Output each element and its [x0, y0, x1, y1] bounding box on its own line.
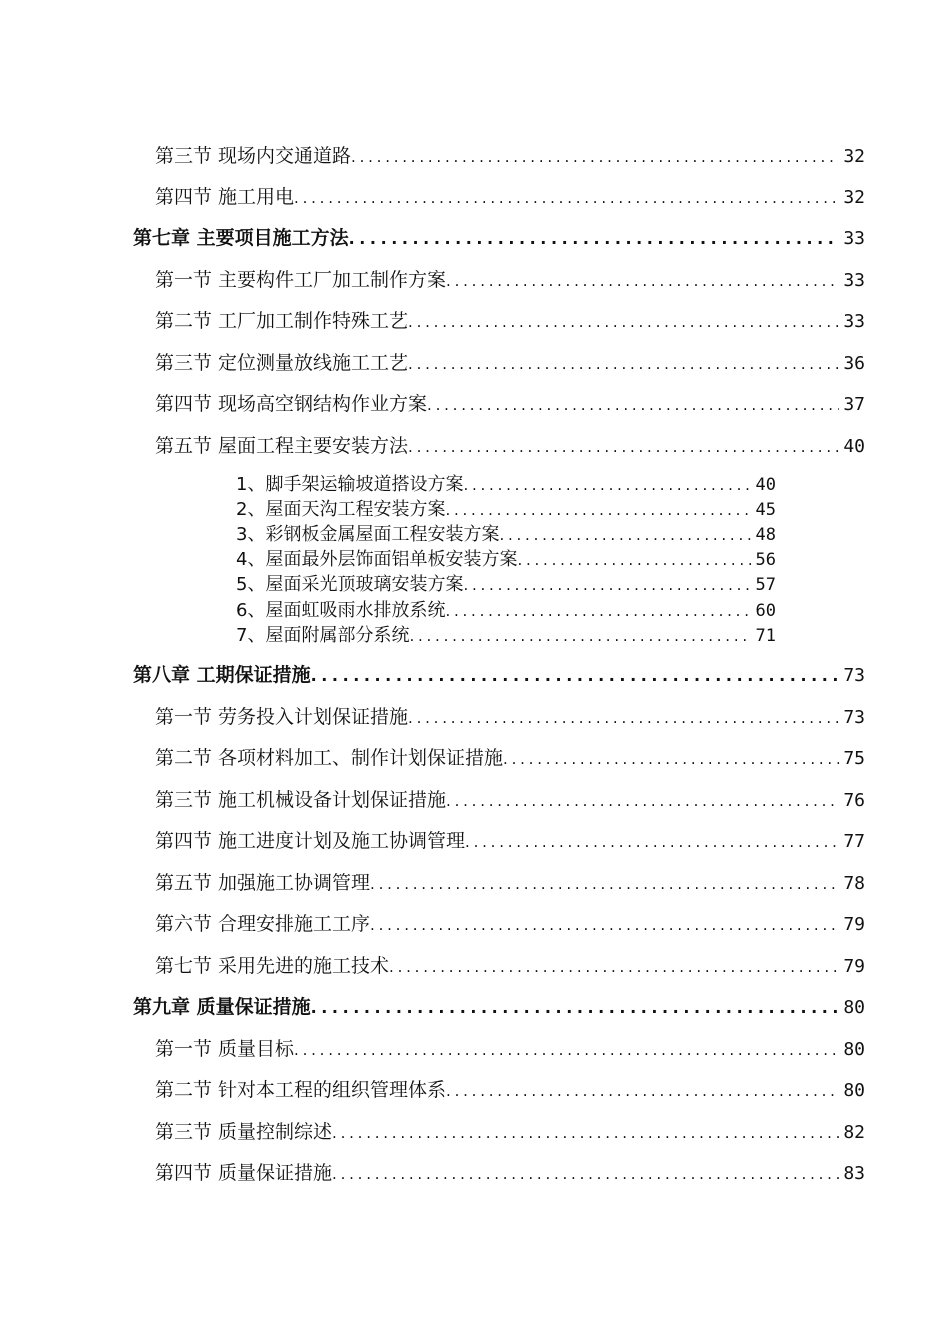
toc-item-entry[interactable]	[236, 545, 776, 571]
toc-page-number: 79	[843, 914, 865, 935]
toc-section-entry[interactable]	[155, 1034, 865, 1061]
toc-entry-title: 1、脚手架运输坡道搭设方案	[236, 474, 464, 495]
toc-page-number: 33	[843, 228, 865, 249]
toc-page-number: 80	[843, 1080, 865, 1101]
toc-page-number: 33	[843, 270, 865, 291]
toc-entry-title: 第四节 施工进度计划及施工协调管理	[155, 830, 466, 852]
toc-page-number: 48	[755, 525, 776, 545]
toc-section-entry[interactable]	[155, 265, 865, 292]
toc-page-number: 73	[843, 665, 865, 686]
dot-leader	[463, 476, 751, 494]
dot-leader	[332, 1165, 839, 1183]
toc-section-entry[interactable]	[155, 743, 865, 770]
toc-section-entry[interactable]	[155, 951, 865, 978]
toc-entry-title: 第三节 质量控制综述	[155, 1121, 333, 1143]
dot-leader	[503, 750, 839, 768]
dot-leader	[445, 602, 751, 620]
toc-entry-title: 第三节 施工机械设备计划保证措施	[155, 789, 447, 811]
toc-item-entry[interactable]	[236, 570, 776, 596]
toc-item-entry[interactable]	[236, 520, 776, 546]
toc-item-entry[interactable]	[236, 621, 776, 647]
toc-section-entry[interactable]	[155, 1158, 865, 1185]
toc-page-number: 75	[843, 748, 865, 769]
dot-leader	[349, 229, 840, 248]
toc-page-number: 80	[843, 1039, 865, 1060]
toc-section-entry[interactable]	[155, 182, 865, 209]
toc-page-number: 80	[843, 997, 865, 1018]
dot-leader	[294, 1041, 839, 1059]
toc-page-number: 37	[843, 394, 865, 415]
toc-page-number: 36	[843, 353, 865, 374]
toc-item-entry[interactable]	[236, 470, 776, 496]
dot-leader	[446, 1082, 839, 1100]
toc-entry-title: 7、屋面附属部分系统	[236, 625, 410, 646]
dot-leader	[517, 551, 751, 569]
toc-entry-title: 第九章 质量保证措施	[133, 996, 311, 1018]
toc-page-number: 45	[755, 500, 776, 520]
toc-entry-title: 第八章 工期保证措施	[133, 664, 311, 686]
toc-entry-title: 第五节 屋面工程主要安装方法	[155, 435, 409, 457]
toc-page-number: 71	[755, 626, 776, 646]
toc-page-number: 60	[755, 601, 776, 621]
toc-section-entry[interactable]	[155, 431, 865, 458]
toc-section-entry[interactable]	[155, 909, 865, 936]
toc-entry-title: 第一节 主要构件工厂加工制作方案	[155, 269, 447, 291]
toc-page-number: 56	[755, 550, 776, 570]
toc-item-entry[interactable]	[236, 596, 776, 622]
toc-entry-title: 第一节 质量目标	[155, 1038, 295, 1060]
toc-page-number: 77	[843, 831, 865, 852]
toc-page-number: 82	[843, 1122, 865, 1143]
dot-leader	[294, 189, 839, 207]
dot-leader	[446, 792, 839, 810]
toc-chapter-entry[interactable]	[133, 223, 865, 250]
dot-leader	[409, 627, 751, 645]
dot-leader	[311, 666, 840, 685]
toc-section-entry[interactable]	[155, 389, 865, 416]
toc-page-number: 40	[755, 475, 776, 495]
toc-page-number: 32	[843, 187, 865, 208]
toc-entry-title: 第三节 现场内交通道路	[155, 145, 352, 167]
dot-leader	[427, 396, 839, 414]
dot-leader	[332, 1124, 839, 1142]
toc-page-number: 32	[843, 146, 865, 167]
toc-entry-title: 第六节 合理安排施工工序	[155, 913, 371, 935]
dot-leader	[408, 438, 839, 456]
dot-leader	[408, 355, 839, 373]
toc-page-number: 83	[843, 1163, 865, 1184]
toc-entry-title: 第一节 劳务投入计划保证措施	[155, 706, 409, 728]
toc-section-entry[interactable]	[155, 826, 865, 853]
toc-chapter-entry[interactable]	[133, 992, 865, 1019]
toc-entry-title: 第二节 针对本工程的组织管理体系	[155, 1079, 447, 1101]
toc-page-number: 76	[843, 790, 865, 811]
toc-section-entry[interactable]	[155, 702, 865, 729]
dot-leader	[445, 501, 751, 519]
toc-entry-title: 5、屋面采光顶玻璃安装方案	[236, 574, 464, 595]
dot-leader	[465, 833, 839, 851]
toc-section-entry[interactable]	[155, 1075, 865, 1102]
toc-entry-title: 第四节 施工用电	[155, 186, 295, 208]
toc-page-number: 73	[843, 707, 865, 728]
dot-leader	[408, 709, 839, 727]
toc-section-entry[interactable]	[155, 348, 865, 375]
toc-entry-title: 第七节 采用先进的施工技术	[155, 955, 390, 977]
toc-entry-title: 第五节 加强施工协调管理	[155, 872, 371, 894]
toc-entry-title: 第四节 现场高空钢结构作业方案	[155, 393, 428, 415]
dot-leader	[370, 875, 839, 893]
dot-leader	[370, 916, 839, 934]
toc-section-entry[interactable]	[155, 306, 865, 333]
toc-section-entry[interactable]	[155, 868, 865, 895]
toc-item-entry[interactable]	[236, 495, 776, 521]
toc-section-entry[interactable]	[155, 1117, 865, 1144]
dot-leader	[389, 958, 839, 976]
dot-leader	[311, 998, 840, 1017]
toc-entry-title: 第二节 工厂加工制作特殊工艺	[155, 310, 409, 332]
dot-leader	[499, 526, 751, 544]
dot-leader	[408, 313, 839, 331]
toc-entry-title: 第七章 主要项目施工方法	[133, 227, 349, 249]
dot-leader	[446, 272, 839, 290]
toc-entry-title: 2、屋面天沟工程安装方案	[236, 499, 446, 520]
toc-entry-title: 第四节 质量保证措施	[155, 1162, 333, 1184]
toc-chapter-entry[interactable]	[133, 660, 865, 687]
toc-section-entry[interactable]	[155, 785, 865, 812]
toc-page-number: 33	[843, 311, 865, 332]
toc-entry-title: 第三节 定位测量放线施工工艺	[155, 352, 409, 374]
toc-entry-title: 第二节 各项材料加工、制作计划保证措施	[155, 747, 504, 769]
toc-page-number: 79	[843, 956, 865, 977]
toc-entry-title: 4、屋面最外层饰面铝单板安装方案	[236, 549, 518, 570]
toc-page-number: 78	[843, 873, 865, 894]
toc-section-entry[interactable]	[155, 141, 865, 168]
toc-entry-title: 6、屋面虹吸雨水排放系统	[236, 600, 446, 621]
dot-leader	[351, 148, 839, 166]
toc-entry-title: 3、彩钢板金属屋面工程安装方案	[236, 524, 500, 545]
dot-leader	[463, 576, 751, 594]
toc-page-number: 40	[843, 436, 865, 457]
toc-page-number: 57	[755, 575, 776, 595]
